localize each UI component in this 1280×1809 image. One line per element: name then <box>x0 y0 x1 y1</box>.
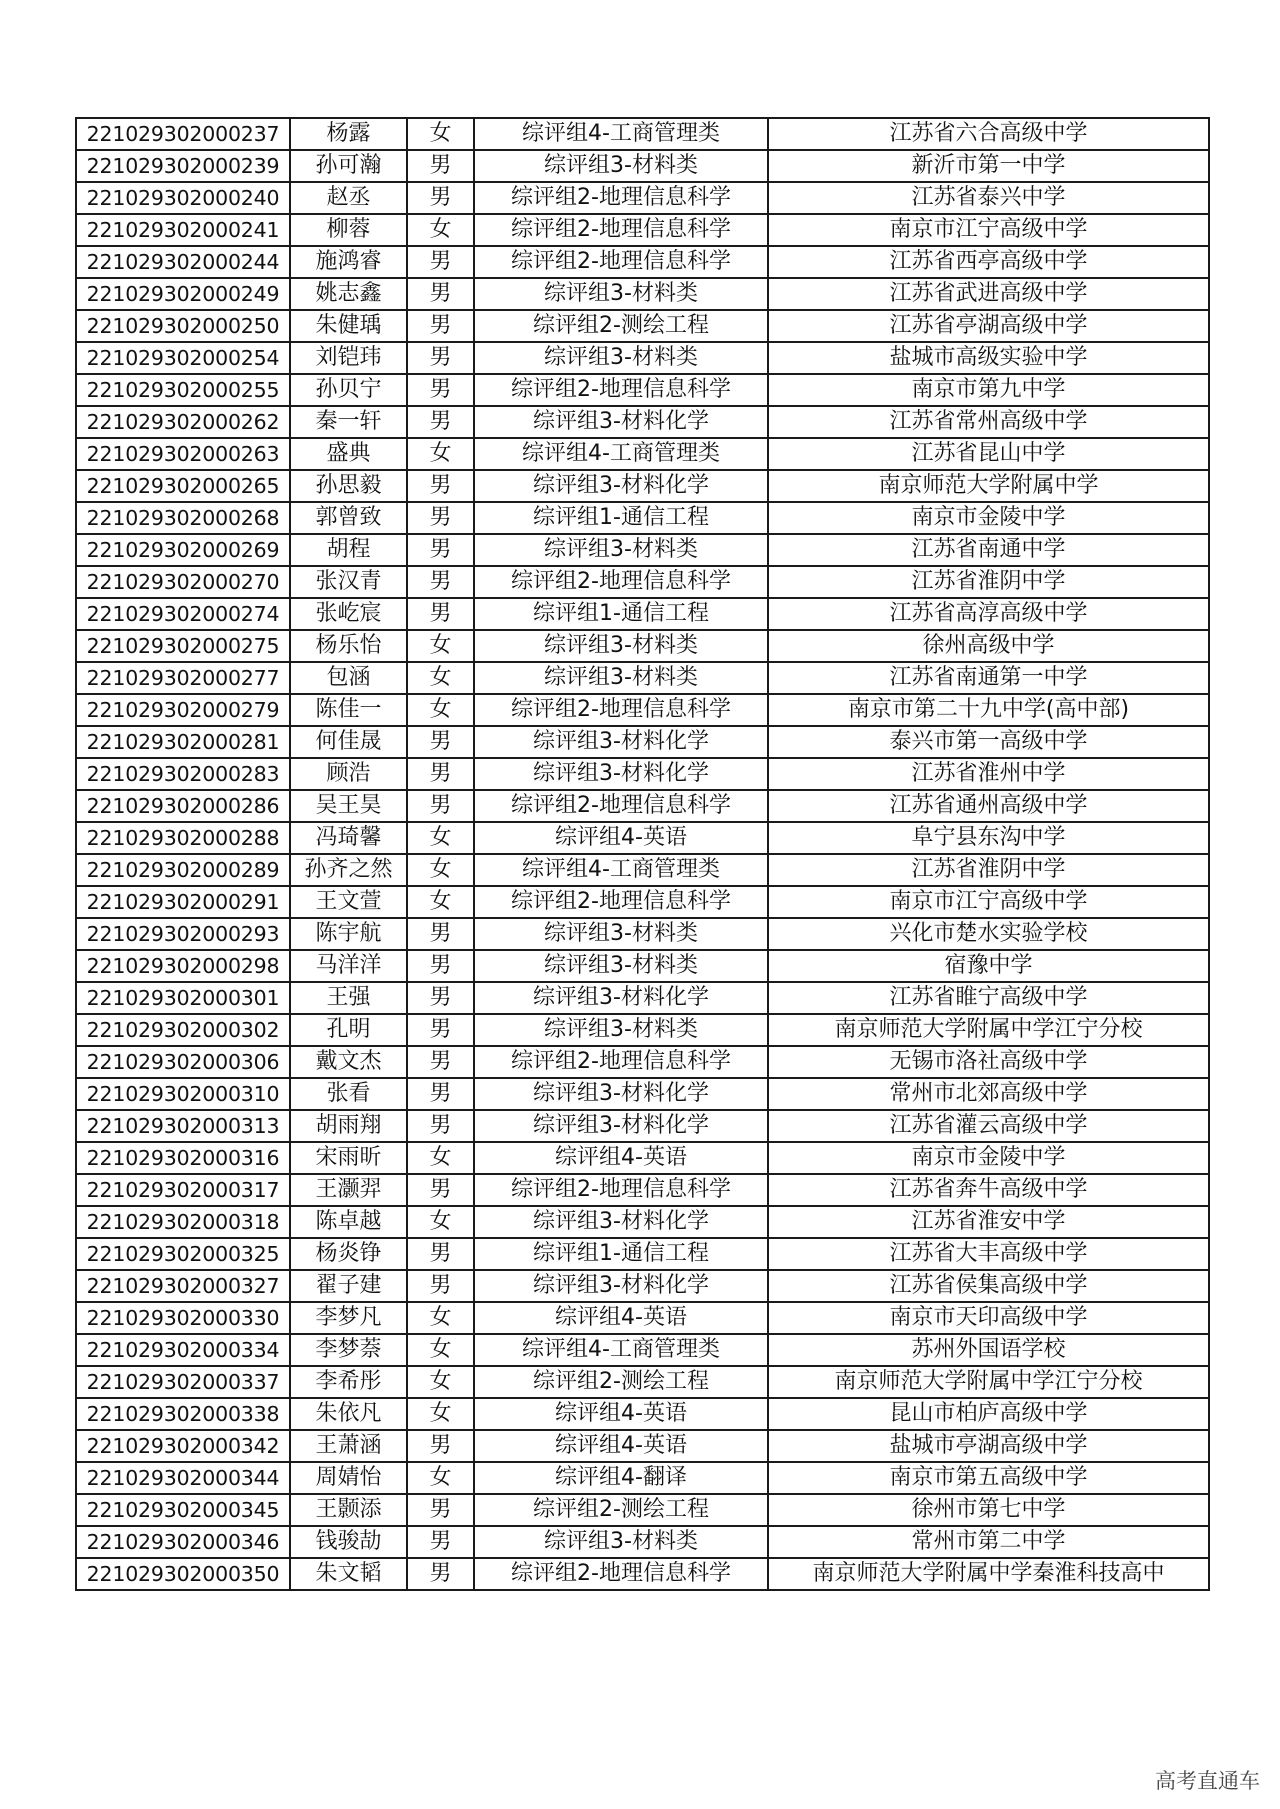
name-cell: 宋雨昕 <box>290 1142 407 1174</box>
table-row <box>76 822 1209 854</box>
name-cell: 朱依凡 <box>290 1398 407 1430</box>
group-major-cell: 综评组2-地理信息科学 <box>474 790 768 822</box>
school-cell: 江苏省淮州中学 <box>768 758 1209 790</box>
exam-id-cell: 221029302000316 <box>76 1142 290 1174</box>
school-cell: 江苏省淮阴中学 <box>768 566 1209 598</box>
table-row <box>76 790 1209 822</box>
exam-id-cell: 221029302000283 <box>76 758 290 790</box>
table-row <box>76 278 1209 310</box>
name-cell: 吴王昊 <box>290 790 407 822</box>
table-row <box>76 502 1209 534</box>
name-cell: 陈佳一 <box>290 694 407 726</box>
name-cell: 翟子建 <box>290 1270 407 1302</box>
group-major-cell: 综评组2-地理信息科学 <box>474 886 768 918</box>
school-cell: 兴化市楚水实验学校 <box>768 918 1209 950</box>
group-major-cell: 综评组3-材料类 <box>474 278 768 310</box>
exam-id-cell: 221029302000254 <box>76 342 290 374</box>
school-cell: 盐城市高级实验中学 <box>768 342 1209 374</box>
name-cell: 柳蓉 <box>290 214 407 246</box>
table-row <box>76 1174 1209 1206</box>
school-cell: 南京市金陵中学 <box>768 502 1209 534</box>
group-major-cell: 综评组2-地理信息科学 <box>474 694 768 726</box>
exam-id-cell: 221029302000298 <box>76 950 290 982</box>
roster-body <box>76 118 1209 1590</box>
exam-id-cell: 221029302000345 <box>76 1494 290 1526</box>
school-cell: 南京师范大学附属中学秦淮科技高中 <box>768 1558 1209 1590</box>
group-major-cell: 综评组3-材料化学 <box>474 1270 768 1302</box>
exam-id-cell: 221029302000249 <box>76 278 290 310</box>
gender-cell: 男 <box>407 1014 474 1046</box>
name-cell: 盛典 <box>290 438 407 470</box>
group-major-cell: 综评组4-翻译 <box>474 1462 768 1494</box>
school-cell: 江苏省奔牛高级中学 <box>768 1174 1209 1206</box>
gender-cell: 男 <box>407 598 474 630</box>
exam-id-cell: 221029302000241 <box>76 214 290 246</box>
group-major-cell: 综评组4-英语 <box>474 822 768 854</box>
table-row <box>76 1142 1209 1174</box>
gender-cell: 女 <box>407 1462 474 1494</box>
gender-cell: 女 <box>407 854 474 886</box>
table-row <box>76 182 1209 214</box>
gender-cell: 男 <box>407 1494 474 1526</box>
name-cell: 胡程 <box>290 534 407 566</box>
group-major-cell: 综评组4-工商管理类 <box>474 438 768 470</box>
name-cell: 朱健瑀 <box>290 310 407 342</box>
exam-id-cell: 221029302000342 <box>76 1430 290 1462</box>
gender-cell: 男 <box>407 1078 474 1110</box>
group-major-cell: 综评组3-材料类 <box>474 150 768 182</box>
exam-id-cell: 221029302000270 <box>76 566 290 598</box>
name-cell: 钱骏劼 <box>290 1526 407 1558</box>
name-cell: 王灏羿 <box>290 1174 407 1206</box>
gender-cell: 男 <box>407 1174 474 1206</box>
name-cell: 王颢添 <box>290 1494 407 1526</box>
gender-cell: 男 <box>407 566 474 598</box>
gender-cell: 男 <box>407 502 474 534</box>
gender-cell: 男 <box>407 150 474 182</box>
school-cell: 南京市第五高级中学 <box>768 1462 1209 1494</box>
table-row <box>76 598 1209 630</box>
school-cell: 徐州市第七中学 <box>768 1494 1209 1526</box>
gender-cell: 男 <box>407 790 474 822</box>
group-major-cell: 综评组3-材料类 <box>474 1526 768 1558</box>
name-cell: 孙贝宁 <box>290 374 407 406</box>
group-major-cell: 综评组3-材料类 <box>474 534 768 566</box>
exam-id-cell: 221029302000313 <box>76 1110 290 1142</box>
name-cell: 王文萱 <box>290 886 407 918</box>
table-row <box>76 406 1209 438</box>
exam-id-cell: 221029302000288 <box>76 822 290 854</box>
gender-cell: 男 <box>407 278 474 310</box>
name-cell: 张汉青 <box>290 566 407 598</box>
name-cell: 秦一轩 <box>290 406 407 438</box>
name-cell: 戴文杰 <box>290 1046 407 1078</box>
table-row <box>76 374 1209 406</box>
exam-id-cell: 221029302000240 <box>76 182 290 214</box>
school-cell: 常州市第二中学 <box>768 1526 1209 1558</box>
name-cell: 包涵 <box>290 662 407 694</box>
table-row <box>76 1238 1209 1270</box>
school-cell: 江苏省侯集高级中学 <box>768 1270 1209 1302</box>
gender-cell: 男 <box>407 470 474 502</box>
name-cell: 孙齐之然 <box>290 854 407 886</box>
exam-id-cell: 221029302000327 <box>76 1270 290 1302</box>
group-major-cell: 综评组1-通信工程 <box>474 1238 768 1270</box>
student-roster-table <box>75 117 1210 1591</box>
exam-id-cell: 221029302000255 <box>76 374 290 406</box>
group-major-cell: 综评组2-地理信息科学 <box>474 182 768 214</box>
gender-cell: 女 <box>407 1398 474 1430</box>
table-row <box>76 1046 1209 1078</box>
group-major-cell: 综评组3-材料类 <box>474 918 768 950</box>
gender-cell: 女 <box>407 694 474 726</box>
name-cell: 顾浩 <box>290 758 407 790</box>
exam-id-cell: 221029302000244 <box>76 246 290 278</box>
table-row <box>76 1430 1209 1462</box>
group-major-cell: 综评组2-测绘工程 <box>474 1494 768 1526</box>
table-row <box>76 1526 1209 1558</box>
name-cell: 李梦萘 <box>290 1334 407 1366</box>
exam-id-cell: 221029302000346 <box>76 1526 290 1558</box>
exam-id-cell: 221029302000330 <box>76 1302 290 1334</box>
school-cell: 江苏省灌云高级中学 <box>768 1110 1209 1142</box>
group-major-cell: 综评组2-地理信息科学 <box>474 246 768 278</box>
gender-cell: 女 <box>407 662 474 694</box>
group-major-cell: 综评组3-材料类 <box>474 662 768 694</box>
exam-id-cell: 221029302000268 <box>76 502 290 534</box>
name-cell: 冯琦馨 <box>290 822 407 854</box>
school-cell: 江苏省亭湖高级中学 <box>768 310 1209 342</box>
school-cell: 江苏省睢宁高级中学 <box>768 982 1209 1014</box>
exam-id-cell: 221029302000274 <box>76 598 290 630</box>
table-row <box>76 118 1209 150</box>
table-row <box>76 1014 1209 1046</box>
group-major-cell: 综评组2-测绘工程 <box>474 310 768 342</box>
table-row <box>76 1366 1209 1398</box>
name-cell: 施鸿睿 <box>290 246 407 278</box>
school-cell: 江苏省六合高级中学 <box>768 118 1209 150</box>
table-row <box>76 438 1209 470</box>
school-cell: 昆山市柏庐高级中学 <box>768 1398 1209 1430</box>
name-cell: 王强 <box>290 982 407 1014</box>
name-cell: 孙思毅 <box>290 470 407 502</box>
table-row <box>76 662 1209 694</box>
gender-cell: 男 <box>407 982 474 1014</box>
name-cell: 陈宇航 <box>290 918 407 950</box>
table-row <box>76 1110 1209 1142</box>
school-cell: 南京市金陵中学 <box>768 1142 1209 1174</box>
name-cell: 李梦凡 <box>290 1302 407 1334</box>
table-row <box>76 886 1209 918</box>
table-row <box>76 534 1209 566</box>
group-major-cell: 综评组3-材料类 <box>474 1014 768 1046</box>
exam-id-cell: 221029302000262 <box>76 406 290 438</box>
exam-id-cell: 221029302000301 <box>76 982 290 1014</box>
gender-cell: 男 <box>407 1110 474 1142</box>
group-major-cell: 综评组2-地理信息科学 <box>474 566 768 598</box>
exam-id-cell: 221029302000344 <box>76 1462 290 1494</box>
table-row <box>76 214 1209 246</box>
exam-id-cell: 221029302000338 <box>76 1398 290 1430</box>
group-major-cell: 综评组2-地理信息科学 <box>474 1174 768 1206</box>
school-cell: 阜宁县东沟中学 <box>768 822 1209 854</box>
gender-cell: 女 <box>407 1206 474 1238</box>
name-cell: 赵丞 <box>290 182 407 214</box>
group-major-cell: 综评组4-工商管理类 <box>474 854 768 886</box>
table-row <box>76 246 1209 278</box>
group-major-cell: 综评组2-地理信息科学 <box>474 1046 768 1078</box>
table-row <box>76 342 1209 374</box>
table-row <box>76 1334 1209 1366</box>
group-major-cell: 综评组3-材料化学 <box>474 1078 768 1110</box>
gender-cell: 女 <box>407 1142 474 1174</box>
group-major-cell: 综评组3-材料化学 <box>474 470 768 502</box>
exam-id-cell: 221029302000279 <box>76 694 290 726</box>
exam-id-cell: 221029302000265 <box>76 470 290 502</box>
school-cell: 南京市第九中学 <box>768 374 1209 406</box>
school-cell: 盐城市亭湖高级中学 <box>768 1430 1209 1462</box>
table-row <box>76 694 1209 726</box>
exam-id-cell: 221029302000302 <box>76 1014 290 1046</box>
group-major-cell: 综评组3-材料化学 <box>474 982 768 1014</box>
table-row <box>76 982 1209 1014</box>
exam-id-cell: 221029302000317 <box>76 1174 290 1206</box>
gender-cell: 男 <box>407 1046 474 1078</box>
exam-id-cell: 221029302000250 <box>76 310 290 342</box>
school-cell: 苏州外国语学校 <box>768 1334 1209 1366</box>
name-cell: 杨炎铮 <box>290 1238 407 1270</box>
group-major-cell: 综评组3-材料化学 <box>474 726 768 758</box>
exam-id-cell: 221029302000310 <box>76 1078 290 1110</box>
gender-cell: 男 <box>407 182 474 214</box>
name-cell: 陈卓越 <box>290 1206 407 1238</box>
exam-id-cell: 221029302000289 <box>76 854 290 886</box>
school-cell: 江苏省泰兴中学 <box>768 182 1209 214</box>
name-cell: 李希彤 <box>290 1366 407 1398</box>
gender-cell: 男 <box>407 406 474 438</box>
school-cell: 新沂市第一中学 <box>768 150 1209 182</box>
exam-id-cell: 221029302000334 <box>76 1334 290 1366</box>
group-major-cell: 综评组4-英语 <box>474 1142 768 1174</box>
gender-cell: 男 <box>407 726 474 758</box>
gender-cell: 男 <box>407 246 474 278</box>
exam-id-cell: 221029302000293 <box>76 918 290 950</box>
table-row <box>76 470 1209 502</box>
exam-id-cell: 221029302000281 <box>76 726 290 758</box>
name-cell: 孙可瀚 <box>290 150 407 182</box>
school-cell: 江苏省南通第一中学 <box>768 662 1209 694</box>
name-cell: 郭曾致 <box>290 502 407 534</box>
group-major-cell: 综评组3-材料类 <box>474 630 768 662</box>
gender-cell: 男 <box>407 1558 474 1590</box>
table-row <box>76 918 1209 950</box>
gender-cell: 男 <box>407 1270 474 1302</box>
school-cell: 无锡市洛社高级中学 <box>768 1046 1209 1078</box>
group-major-cell: 综评组1-通信工程 <box>474 502 768 534</box>
gender-cell: 女 <box>407 438 474 470</box>
group-major-cell: 综评组3-材料化学 <box>474 758 768 790</box>
gender-cell: 女 <box>407 886 474 918</box>
exam-id-cell: 221029302000350 <box>76 1558 290 1590</box>
table-row <box>76 566 1209 598</box>
watermark: 高考直通车 <box>1155 1769 1260 1793</box>
school-cell: 江苏省大丰高级中学 <box>768 1238 1209 1270</box>
group-major-cell: 综评组3-材料类 <box>474 950 768 982</box>
exam-id-cell: 221029302000239 <box>76 150 290 182</box>
exam-id-cell: 221029302000275 <box>76 630 290 662</box>
exam-id-cell: 221029302000263 <box>76 438 290 470</box>
name-cell: 孔明 <box>290 1014 407 1046</box>
gender-cell: 女 <box>407 1366 474 1398</box>
table-row <box>76 1206 1209 1238</box>
group-major-cell: 综评组4-工商管理类 <box>474 118 768 150</box>
table-row <box>76 150 1209 182</box>
group-major-cell: 综评组1-通信工程 <box>474 598 768 630</box>
group-major-cell: 综评组4-英语 <box>474 1302 768 1334</box>
name-cell: 杨露 <box>290 118 407 150</box>
group-major-cell: 综评组3-材料类 <box>474 342 768 374</box>
name-cell: 马洋洋 <box>290 950 407 982</box>
school-cell: 南京市天印高级中学 <box>768 1302 1209 1334</box>
group-major-cell: 综评组4-工商管理类 <box>474 1334 768 1366</box>
table-row <box>76 950 1209 982</box>
school-cell: 徐州高级中学 <box>768 630 1209 662</box>
group-major-cell: 综评组4-英语 <box>474 1430 768 1462</box>
school-cell: 江苏省通州高级中学 <box>768 790 1209 822</box>
table-row <box>76 758 1209 790</box>
gender-cell: 男 <box>407 758 474 790</box>
school-cell: 江苏省南通中学 <box>768 534 1209 566</box>
table-row <box>76 854 1209 886</box>
name-cell: 张屹宸 <box>290 598 407 630</box>
school-cell: 江苏省西亭高级中学 <box>768 246 1209 278</box>
gender-cell: 男 <box>407 918 474 950</box>
gender-cell: 女 <box>407 118 474 150</box>
gender-cell: 男 <box>407 950 474 982</box>
gender-cell: 男 <box>407 310 474 342</box>
exam-id-cell: 221029302000237 <box>76 118 290 150</box>
school-cell: 南京师范大学附属中学江宁分校 <box>768 1014 1209 1046</box>
school-cell: 南京师范大学附属中学江宁分校 <box>768 1366 1209 1398</box>
group-major-cell: 综评组3-材料化学 <box>474 1110 768 1142</box>
school-cell: 江苏省武进高级中学 <box>768 278 1209 310</box>
table-row <box>76 630 1209 662</box>
exam-id-cell: 221029302000286 <box>76 790 290 822</box>
school-cell: 江苏省高淳高级中学 <box>768 598 1209 630</box>
gender-cell: 女 <box>407 822 474 854</box>
group-major-cell: 综评组2-测绘工程 <box>474 1366 768 1398</box>
gender-cell: 男 <box>407 1430 474 1462</box>
exam-id-cell: 221029302000277 <box>76 662 290 694</box>
exam-id-cell: 221029302000269 <box>76 534 290 566</box>
exam-id-cell: 221029302000325 <box>76 1238 290 1270</box>
gender-cell: 男 <box>407 534 474 566</box>
gender-cell: 男 <box>407 1238 474 1270</box>
exam-id-cell: 221029302000318 <box>76 1206 290 1238</box>
table-row <box>76 726 1209 758</box>
table-row <box>76 1462 1209 1494</box>
group-major-cell: 综评组2-地理信息科学 <box>474 214 768 246</box>
group-major-cell: 综评组2-地理信息科学 <box>474 1558 768 1590</box>
school-cell: 南京市江宁高级中学 <box>768 886 1209 918</box>
table-row <box>76 1078 1209 1110</box>
school-cell: 江苏省常州高级中学 <box>768 406 1209 438</box>
group-major-cell: 综评组4-英语 <box>474 1398 768 1430</box>
name-cell: 何佳晟 <box>290 726 407 758</box>
gender-cell: 男 <box>407 374 474 406</box>
name-cell: 胡雨翔 <box>290 1110 407 1142</box>
school-cell: 常州市北郊高级中学 <box>768 1078 1209 1110</box>
table-row <box>76 1302 1209 1334</box>
group-major-cell: 综评组2-地理信息科学 <box>474 374 768 406</box>
group-major-cell: 综评组3-材料化学 <box>474 406 768 438</box>
gender-cell: 男 <box>407 342 474 374</box>
gender-cell: 女 <box>407 630 474 662</box>
school-cell: 江苏省昆山中学 <box>768 438 1209 470</box>
gender-cell: 男 <box>407 1526 474 1558</box>
exam-id-cell: 221029302000306 <box>76 1046 290 1078</box>
table-row <box>76 1494 1209 1526</box>
school-cell: 江苏省淮阴中学 <box>768 854 1209 886</box>
name-cell: 姚志鑫 <box>290 278 407 310</box>
gender-cell: 女 <box>407 1334 474 1366</box>
school-cell: 南京师范大学附属中学 <box>768 470 1209 502</box>
name-cell: 周婧怡 <box>290 1462 407 1494</box>
table-row <box>76 1270 1209 1302</box>
table-row <box>76 1398 1209 1430</box>
name-cell: 王萧涵 <box>290 1430 407 1462</box>
school-cell: 南京市第二十九中学(高中部) <box>768 694 1209 726</box>
table-row <box>76 310 1209 342</box>
name-cell: 杨乐怡 <box>290 630 407 662</box>
table-row <box>76 1558 1209 1590</box>
name-cell: 刘铠玮 <box>290 342 407 374</box>
gender-cell: 女 <box>407 214 474 246</box>
school-cell: 宿豫中学 <box>768 950 1209 982</box>
exam-id-cell: 221029302000337 <box>76 1366 290 1398</box>
school-cell: 南京市江宁高级中学 <box>768 214 1209 246</box>
name-cell: 朱文韬 <box>290 1558 407 1590</box>
gender-cell: 女 <box>407 1302 474 1334</box>
name-cell: 张看 <box>290 1078 407 1110</box>
school-cell: 泰兴市第一高级中学 <box>768 726 1209 758</box>
group-major-cell: 综评组3-材料化学 <box>474 1206 768 1238</box>
exam-id-cell: 221029302000291 <box>76 886 290 918</box>
school-cell: 江苏省淮安中学 <box>768 1206 1209 1238</box>
